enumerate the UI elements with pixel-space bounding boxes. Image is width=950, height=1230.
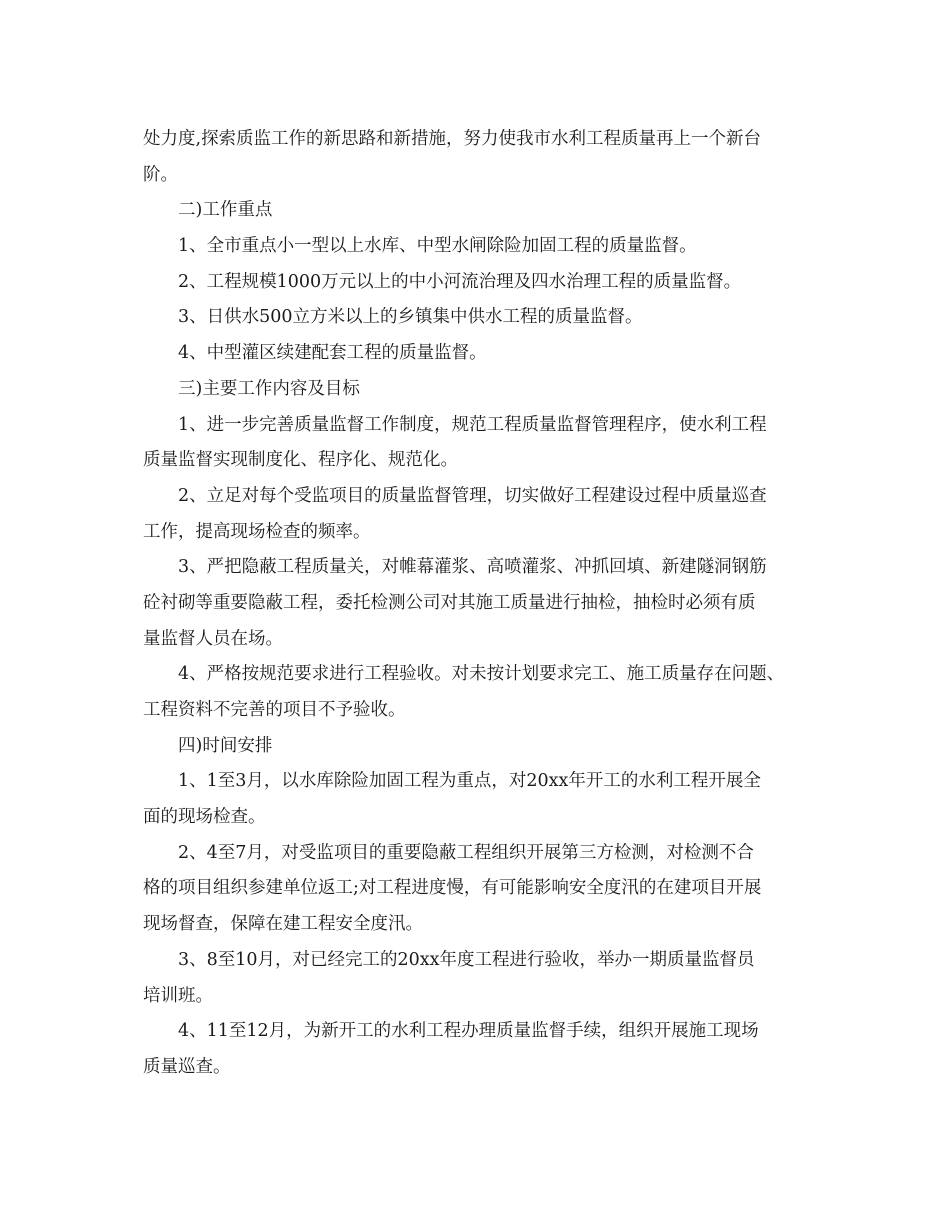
text-line: 处力度,探索质监工作的新思路和新措施，努力使我市水利工程质量再上一个新台: [143, 129, 762, 149]
text-line: 工程资料不完善的项目不予验收。: [143, 700, 406, 720]
document-body: [143, 122, 823, 1086]
text-line: 1、全市重点小一型以上水库、中型水闸除险加固工程的质量监督。: [178, 236, 697, 257]
text-line: 质量巡查。: [143, 1056, 231, 1077]
text-line: 四)时间安排: [178, 735, 273, 756]
text-line: 阶。: [143, 164, 178, 185]
text-line: 2、工程规模1000万元以上的中小河流治理及四水治理工程的质量监督。: [178, 271, 742, 292]
text-line: 3、严把隐蔽工程质量关，对帷幕灌浆、高喷灌浆、冲抓回填、新建隧洞钢筋: [178, 557, 767, 578]
text-line: 3、日供水500立方米以上的乡镇集中供水工程的质量监督。: [178, 307, 643, 328]
text-line: 工作，提高现场检查的频率。: [143, 521, 371, 542]
text-line: 4、严格按规范要求进行工程验收。对未按计划要求完工、施工质量存在问题、: [178, 664, 785, 685]
text-line: 1、进一步完善质量监督工作制度，规范工程质量监督管理程序，使水利工程: [178, 414, 767, 435]
text-line: 2、立足对每个受监项目的质量监督管理，切实做好工程建设过程中质量巡查: [178, 485, 767, 506]
text-line: 1、1至3月，以水库除险加固工程为重点，对20xx年开工的水利工程开展全: [178, 771, 761, 792]
text-line: 面的现场检查。: [143, 807, 266, 828]
text-line: 砼衬砌等重要隐蔽工程，委托检测公司对其施工质量进行抽检，抽检时必须有质: [143, 592, 756, 613]
text-line: 现场督查，保障在建工程安全度汛。: [143, 914, 423, 935]
text-line: 2、4至7月，对受监项目的重要隐蔽工程组织开展第三方检测，对检测不合: [178, 842, 754, 863]
text-line: 4、11至12月，为新开工的水利工程办理质量监督手续，组织开展施工现场: [178, 1021, 759, 1042]
text-line: 质量监督实现制度化、程序化、规范化。: [143, 450, 458, 471]
text-line: 培训班。: [143, 985, 213, 1006]
text-line: 二)工作重点: [178, 200, 273, 221]
text-line: 量监督人员在场。: [143, 628, 283, 649]
text-line: 3、8至10月，对已经完工的20xx年度工程进行验收，举办一期质量监督员: [178, 949, 755, 970]
text-line: 三)主要工作内容及目标: [178, 378, 360, 399]
text-line: 格的项目组织参建单位返工;对工程进度慢，有可能影响安全度汛的在建项目开展: [143, 878, 762, 899]
text-line: 4、中型灌区续建配套工程的质量监督。: [178, 343, 487, 364]
